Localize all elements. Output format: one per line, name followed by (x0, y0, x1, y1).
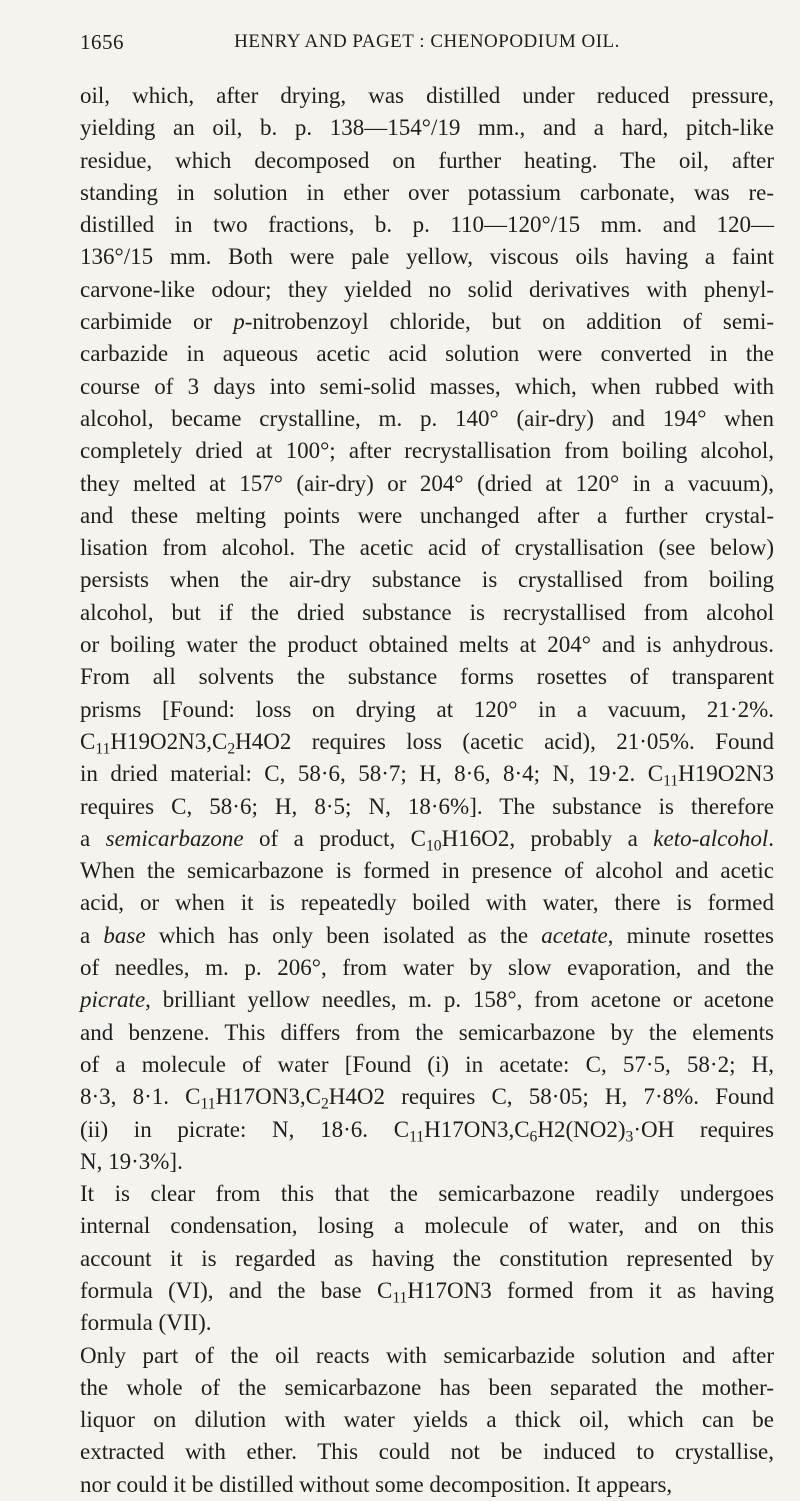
text-line: carbimide or p-nitrobenzoyl chloride, but on addition of semi- (80, 309, 774, 335)
text-line: or boiling water the product obtained melts at 204° and is anhydrous. (80, 632, 774, 658)
text-line: extracted with ether. This could not be induced to crystallise, (80, 1439, 774, 1465)
text-line: completely dried at 100°; after recrystallisation from boiling alcohol, (80, 438, 774, 464)
text-line: 136°/15 mm. Both were pale yellow, viscous oils having a faint (80, 244, 774, 270)
running-header (80, 30, 774, 58)
text-line: picrate, brilliant yellow needles, m. p. 158°, from acetone or acetone (80, 987, 774, 1013)
article-body (80, 80, 774, 1501)
text-line: a semicarbazone of a product, $C_{10}H16O2$, probably a keto-alcohol. (80, 825, 775, 855)
text-line: carvone-like odour; they yielded no solid derivatives with phenyl- (80, 276, 774, 302)
text-line: yielding an oil, b. p. 138—154°/19 mm., and a hard, pitch-like (80, 115, 774, 141)
text-line: of needles, m. p. 206°, from water by slow evaporation, and the (80, 955, 774, 981)
text-line: standing in solution in ether over potassium carbonate, was re- (80, 179, 774, 205)
text-line: liquor on dilution with water yields a thick oil, which can be (80, 1407, 774, 1433)
text-line: a base which has only been isolated as the acetate, minute rosettes (80, 922, 774, 948)
text-line: lisation from alcohol. The acetic acid of crystallisation (see below) (80, 535, 774, 561)
text-line: course of 3 days into semi-solid masses, which, when rubbed with (80, 373, 774, 399)
text-line: of a molecule of water [Found (i) in acetate: C, 57·5, 58·2; H, (80, 1051, 774, 1077)
text-line: oil, which, after drying, was distilled under reduced pressure, (80, 83, 774, 108)
text-line: requires C, 58·6; H, 8·5; N, 18·6%]. The substance is therefore (80, 793, 774, 819)
text-line: and benzene. This differs from the semicarbazone by the elements (80, 1019, 774, 1045)
text-line: Only part of the oil reacts with semicarbazide solution and after (80, 1342, 774, 1368)
text-line: formula (VII). (80, 1310, 212, 1336)
text-line: From all solvents the substance forms rosettes of transparent (80, 664, 774, 690)
text-line: and these melting points were unchanged after a further crystal- (80, 502, 774, 528)
text-line: 8·3, 8·1. $C_{11}H17ON3,C_2H4O2$ requires C, 58·05; H, 7·8%. Found (80, 1084, 774, 1113)
text-line: account it is regarded as having the constitution represented by (80, 1245, 774, 1271)
text-line: alcohol, but if the dried substance is recrystallised from alcohol (80, 599, 774, 625)
text-line: It is clear from this that the semicarbazone readily undergoes (80, 1181, 774, 1207)
paragraph (80, 1340, 774, 1501)
text-line: $C_{11}H19O2N3,C_2H4O2$ requires loss (acetic acid), 21·05%. Found (80, 728, 774, 758)
page-number: 1656 (80, 30, 124, 54)
text-line: alcohol, became crystalline, m. p. 140° (air-dry) and 194° when (80, 405, 774, 431)
text-line: distilled in two fractions, b. p. 110—120°/15 mm. and 120— (80, 212, 774, 238)
text-line: N, 19·3%]. (80, 1148, 183, 1174)
text-line: When the semicarbazone is formed in presence of alcohol and acetic (80, 858, 774, 884)
text-line: they melted at 157° (air-dry) or 204° (dried at 120° in a vacuum), (80, 470, 774, 496)
text-line: nor could it be distilled without some decomposition. It appears, (80, 1471, 673, 1497)
text-line: internal condensation, losing a molecule of water, and on this (80, 1213, 774, 1239)
text-line: acid, or when it is repeatedly boiled with water, there is formed (80, 890, 774, 916)
text-line: prisms [Found: loss on drying at 120° in a vacuum, 21·2%. (80, 696, 774, 722)
paragraph (80, 80, 774, 1178)
text-line: the whole of the semicarbazone has been separated the mother- (80, 1374, 774, 1400)
text-line: carbazide in aqueous acetic acid solution were converted in the (80, 341, 774, 367)
text-line: (ii) in picrate: N, 18·6. $C_{11}H17ON3,C_6H2(NO2)_3\cdot OH$ requires (80, 1116, 774, 1145)
paragraph (80, 1178, 774, 1339)
text-line: persists when the air-dry substance is crystallised from boiling (80, 567, 774, 593)
text-line: formula (VI), and the base $C_{11}H17ON3$ formed from it as having (80, 1277, 774, 1307)
text-line: residue, which decomposed on further heating. The oil, after (80, 147, 774, 173)
running-head-title: HENRY AND PAGET : CHENOPODIUM OIL. (234, 31, 620, 52)
text-line: in dried material: C, 58·6, 58·7; H, 8·6, 8·4; N, 19·2. $C_{11}H19O2N3$ (80, 761, 774, 790)
